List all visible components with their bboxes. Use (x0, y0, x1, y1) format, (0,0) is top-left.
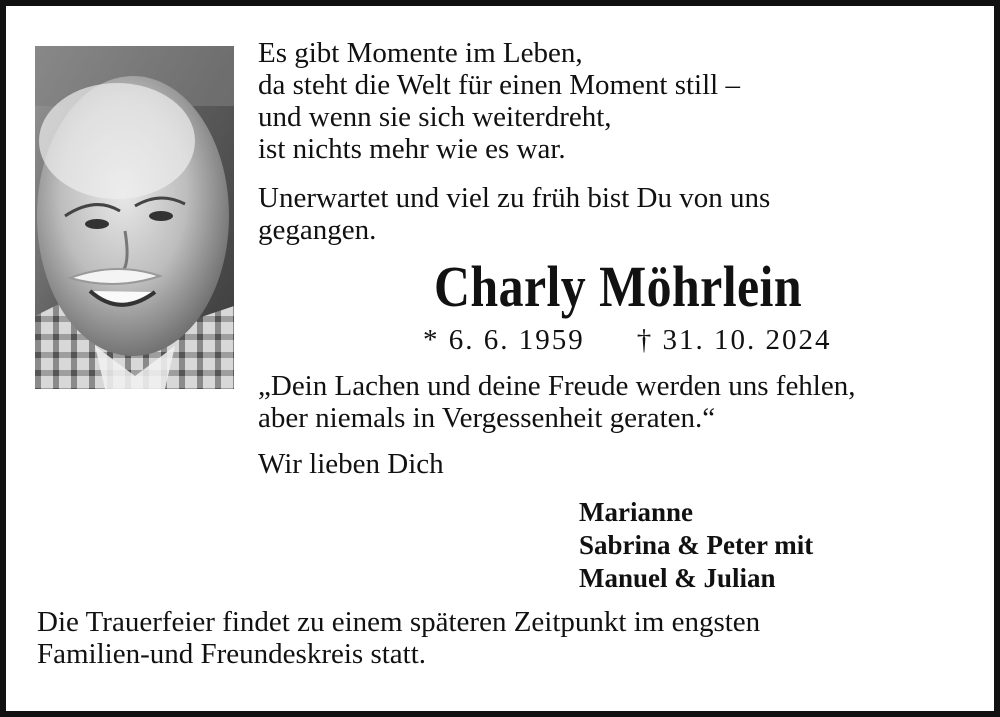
family-signature (579, 496, 813, 595)
death-date: † 31. 10. 2024 (636, 324, 832, 356)
quote-line: „Dein Lachen und deine Freude werden uns fehlen, (258, 370, 856, 402)
funeral-note (37, 606, 977, 670)
quote (258, 370, 978, 434)
portrait-photo (35, 46, 234, 389)
poem (258, 37, 958, 165)
family-line: Manuel & Julian (579, 563, 776, 593)
subtext-line: Unerwartet und viel zu früh bist Du von uns (258, 182, 771, 214)
subtext (258, 182, 958, 246)
family-line: Sabrina & Peter mit (579, 530, 814, 560)
quote-line: aber niemals in Vergessenheit geraten.“ (258, 402, 716, 434)
subtext-line: gegangen. (258, 214, 377, 246)
life-dates (423, 320, 883, 360)
deceased-name: Charly Möhrlein (433, 254, 803, 319)
closing-line: Wir lieben Dich (258, 448, 444, 480)
family-line: Marianne (579, 497, 693, 527)
poem-line: Es gibt Momente im Leben, (258, 37, 583, 69)
poem-line: und wenn sie sich weiterdreht, (258, 101, 612, 133)
poem-line: da steht die Welt für einen Moment still – (258, 69, 740, 101)
funeral-note-line: Die Trauerfeier findet zu einem späteren Zeitpunkt im engsten (37, 606, 761, 638)
poem-line: ist nichts mehr wie es war. (258, 133, 566, 165)
funeral-note-line: Familien-und Freundeskreis statt. (37, 638, 427, 670)
birth-date: * 6. 6. 1959 (423, 324, 585, 356)
